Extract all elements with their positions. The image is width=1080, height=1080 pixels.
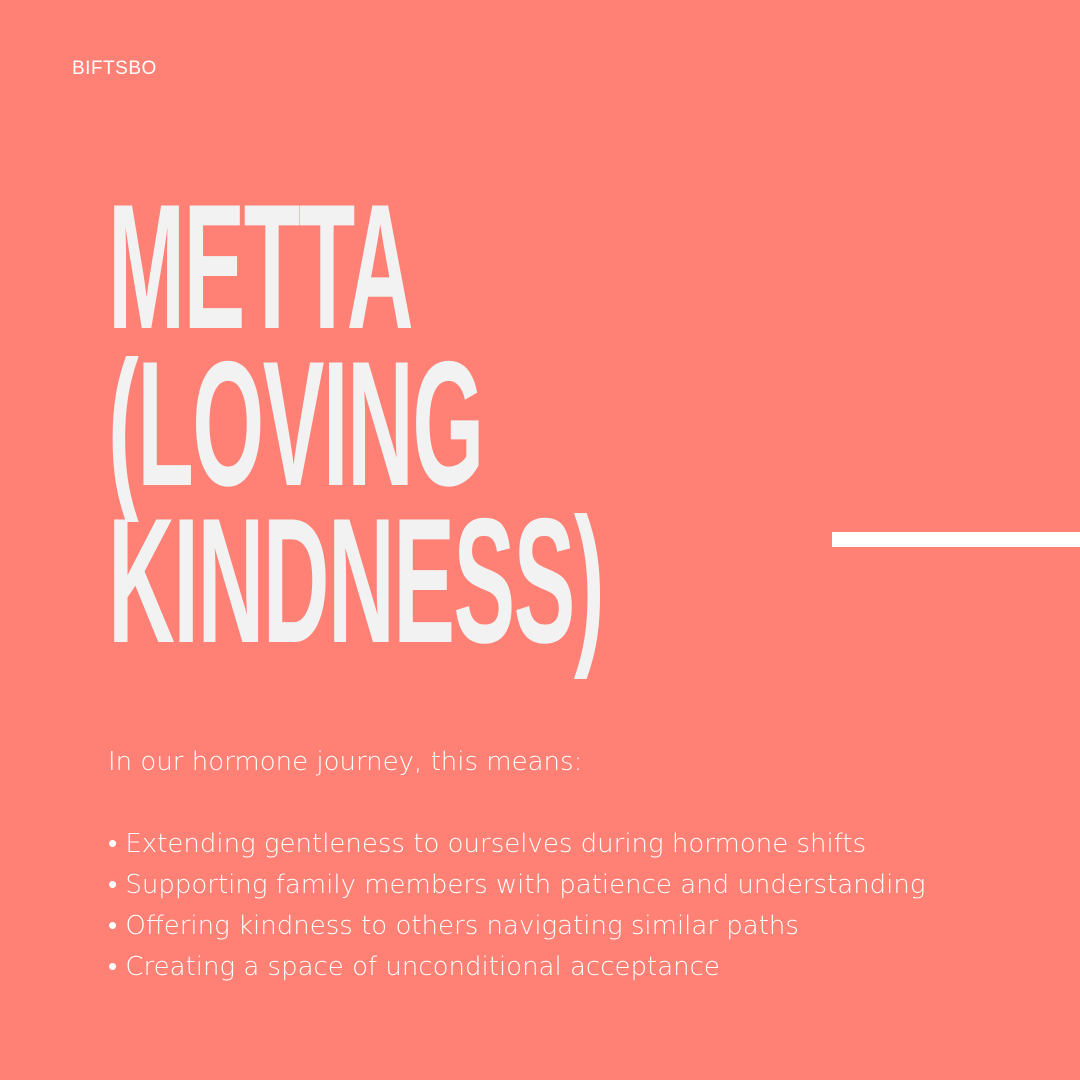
intro-text: In our hormone journey, this means: <box>108 747 583 777</box>
list-item: • Creating a space of unconditional acceptance <box>108 952 720 982</box>
title-line-1: METTA <box>108 167 413 366</box>
accent-divider <box>832 532 1080 547</box>
list-item: • Extending gentleness to ourselves during hormone shifts <box>108 829 867 859</box>
body-content <box>108 742 1008 988</box>
bullet-list <box>108 824 1008 988</box>
brand-name: BIFTSBO <box>72 58 157 79</box>
page-title <box>108 167 604 680</box>
title-line-3: KINDNESS) <box>108 481 604 680</box>
list-item: • Supporting family members with patience and understanding <box>108 870 926 900</box>
title-line-2: (LOVING <box>108 324 483 523</box>
list-item: • Offering kindness to others navigating similar paths <box>108 911 799 941</box>
